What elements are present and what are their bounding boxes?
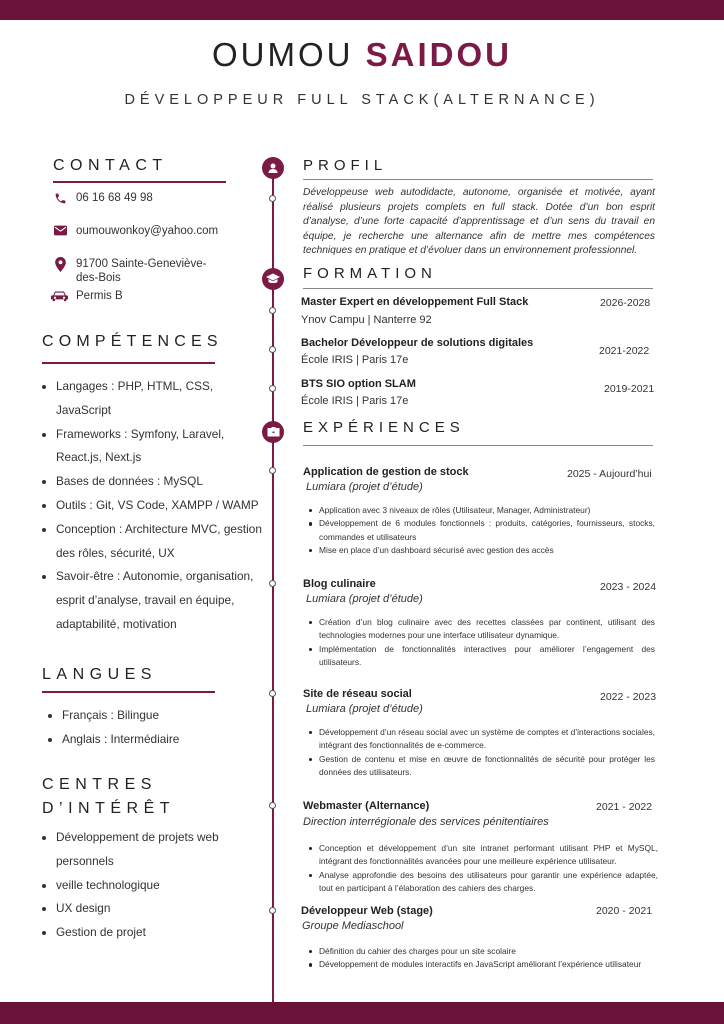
email-address: oumouwonkoy@yahoo.com <box>76 225 219 237</box>
education-divider <box>303 288 653 289</box>
timeline-dot <box>269 580 276 587</box>
experience-org: Lumiara (projet d’étude) <box>306 703 423 715</box>
profile-title: PROFIL <box>303 157 388 174</box>
contact-title: CONTACT <box>53 157 168 174</box>
language-item: Français : Bilingue <box>46 704 268 728</box>
experience-bullet: Définition du cahier des charges pour un site scolaire <box>306 945 655 958</box>
profile-divider <box>303 179 653 180</box>
timeline-dot <box>269 690 276 697</box>
experience-bullet: Mise en place d’un dashboard sécurisé avec gestion des accès <box>306 544 655 557</box>
job-title: DÉVELOPPEUR FULL STACK(ALTERNANCE) <box>124 92 600 108</box>
timeline-dot <box>269 467 276 474</box>
location-pin-icon <box>52 257 68 272</box>
skills-title: COMPÉTENCES <box>42 333 223 350</box>
car-icon <box>50 290 68 302</box>
contact-phone <box>52 192 153 205</box>
experience-bullets <box>306 616 655 670</box>
experience-dates: 2022 - 2023 <box>600 691 657 703</box>
top-band <box>0 0 724 20</box>
briefcase-icon <box>262 421 284 443</box>
address-line-1: 91700 Sainte-Geneviève- <box>76 258 207 270</box>
languages-divider <box>42 691 215 693</box>
experience-dates: 2021 - 2022 <box>596 801 653 813</box>
license-text: Permis B <box>76 290 123 302</box>
interests-title-line-1: CENTRES <box>42 776 157 793</box>
education-dates: 2026-2028 <box>600 297 651 309</box>
languages-list <box>46 704 268 752</box>
experience-bullets <box>306 945 655 972</box>
phone-icon <box>52 192 68 205</box>
interest-item: Développement de projets web personnels <box>40 826 262 874</box>
education-school: Ynov Campu | Nanterre 92 <box>301 314 432 326</box>
experience-job-title: Application de gestion de stock <box>303 466 469 478</box>
experience-bullet: Implémentation de fonctionnalités interactives pour améliorer l’engagement des utilisateurs. <box>306 643 655 670</box>
contact-address <box>52 257 206 285</box>
interests-list <box>40 826 262 945</box>
skills-divider <box>42 362 215 364</box>
experience-bullets <box>306 842 658 896</box>
address-line-2: des-Bois <box>76 272 121 284</box>
education-dates: 2021-2022 <box>599 345 650 357</box>
skill-item: Langages : PHP, HTML, CSS, JavaScript <box>40 375 262 423</box>
experience-org: Direction interrégionale des services pénitentiaires <box>303 816 549 828</box>
interest-item: UX design <box>40 897 262 921</box>
education-school: École IRIS | Paris 17e <box>301 354 409 366</box>
experience-org: Lumiara (projet d’étude) <box>306 593 423 605</box>
experience-bullet: Analyse approfondie des besoins des utilisateurs pour garantir une expérience adaptée, tout en participant à l’élaboration des cahiers des charges. <box>306 869 658 896</box>
experience-org: Lumiara (projet d’étude) <box>306 481 423 493</box>
timeline-dot <box>269 195 276 202</box>
contact-divider <box>53 181 226 183</box>
experience-bullet: Développement de modules interactifs en JavaScript améliorant l’expérience utilisateur <box>306 958 655 971</box>
experience-bullet: Création d’un blog culinaire avec des recettes classées par continent, utilisant des technologies modernes pour une interface utilisateur dynamique. <box>306 616 655 643</box>
full-name <box>0 36 724 74</box>
contact-license <box>50 290 123 302</box>
experience-bullet: Application avec 3 niveaux de rôles (Utilisateur, Manager, Administrateur) <box>306 504 655 517</box>
experience-org: Groupe Mediaschool <box>302 920 404 932</box>
experience-divider <box>303 445 653 446</box>
experience-bullet: Développement d’un réseau social avec un système de comptes et d’interactions sociales, intégrant des fonctionnalités de e-commerce. <box>306 726 655 753</box>
language-item: Anglais : Intermédiaire <box>46 728 268 752</box>
languages-title: LANGUES <box>42 666 157 683</box>
experience-bullets <box>306 726 655 780</box>
last-name: SAIDOU <box>365 36 512 73</box>
experience-dates: 2023 - 2024 <box>600 581 657 593</box>
interests-title-line-2: D’INTÉRÊT <box>42 800 176 817</box>
timeline-line <box>272 172 274 1002</box>
experience-job-title: Développeur Web (stage) <box>301 905 433 917</box>
education-title: FORMATION <box>303 265 437 282</box>
timeline-dot <box>269 346 276 353</box>
skill-item: Outils : Git, VS Code, XAMPP / WAMP <box>40 494 262 518</box>
first-name: OUMOU <box>211 36 354 73</box>
experience-bullet: Développement de 6 modules fonctionnels : produits, catégories, fournisseurs, stocks, commandes et utilisateurs <box>306 517 655 544</box>
bottom-band <box>0 1002 724 1024</box>
phone-number: 06 16 68 49 98 <box>76 192 153 204</box>
experience-dates: 2025 - Aujourd’hui <box>567 468 652 480</box>
profile-user-icon <box>262 157 284 179</box>
contact-email <box>52 225 218 237</box>
interests-title <box>42 773 175 821</box>
education-degree: Master Expert en développement Full Stack <box>301 296 529 308</box>
skill-item: Conception : Architecture MVC, gestion des rôles, sécurité, UX <box>40 518 262 566</box>
education-dates: 2019-2021 <box>604 383 655 395</box>
skills-list <box>40 375 262 637</box>
profile-text: Développeuse web autodidacte, autonome, organisée et motivée, ayant réalisé plusieurs projets complets en full stack. Dotée d’un bon esprit d’analyse, d’une forte capacité d’apprentissage et d’un sens du travail en équipe, je recherche une alternance afin de mettre mes compétences techniques en pratique et d’évoluer dans un environnement professionnel. <box>303 187 655 257</box>
experience-job-title: Webmaster (Alternance) <box>303 800 430 812</box>
skill-item: Bases de données : MySQL <box>40 470 262 494</box>
experience-job-title: Blog culinaire <box>303 578 376 590</box>
experience-title: EXPÉRIENCES <box>303 419 465 436</box>
graduation-cap-icon <box>262 268 284 290</box>
skill-item: Savoir-être : Autonomie, organisation, esprit d’analyse, travail en équipe, adaptabilité, motivation <box>40 565 262 636</box>
education-school: École IRIS | Paris 17e <box>301 395 409 407</box>
timeline-dot <box>269 385 276 392</box>
skill-item: Frameworks : Symfony, Laravel, React.js, Next.js <box>40 423 262 471</box>
experience-dates: 2020 - 2021 <box>596 905 653 917</box>
interest-item: Gestion de projet <box>40 921 262 945</box>
mail-icon <box>52 225 68 236</box>
timeline-dot <box>269 802 276 809</box>
experience-bullet: Conception et développement d’un site intranet performant utilisant PHP et MySQL, intégrant des fonctionnalités avancées pour une meilleure expérience utilisateur. <box>306 842 658 869</box>
education-degree: Bachelor Développeur de solutions digitales <box>301 337 534 349</box>
education-degree: BTS SIO option SLAM <box>301 378 416 390</box>
interest-item: veille technologique <box>40 874 262 898</box>
timeline-dot <box>269 907 276 914</box>
experience-bullet: Gestion de contenu et mise en œuvre de fonctionnalités de sécurité pour protéger les données des utilisateurs. <box>306 753 655 780</box>
experience-bullets <box>306 504 655 558</box>
experience-job-title: Site de réseau social <box>303 688 412 700</box>
timeline-dot <box>269 307 276 314</box>
